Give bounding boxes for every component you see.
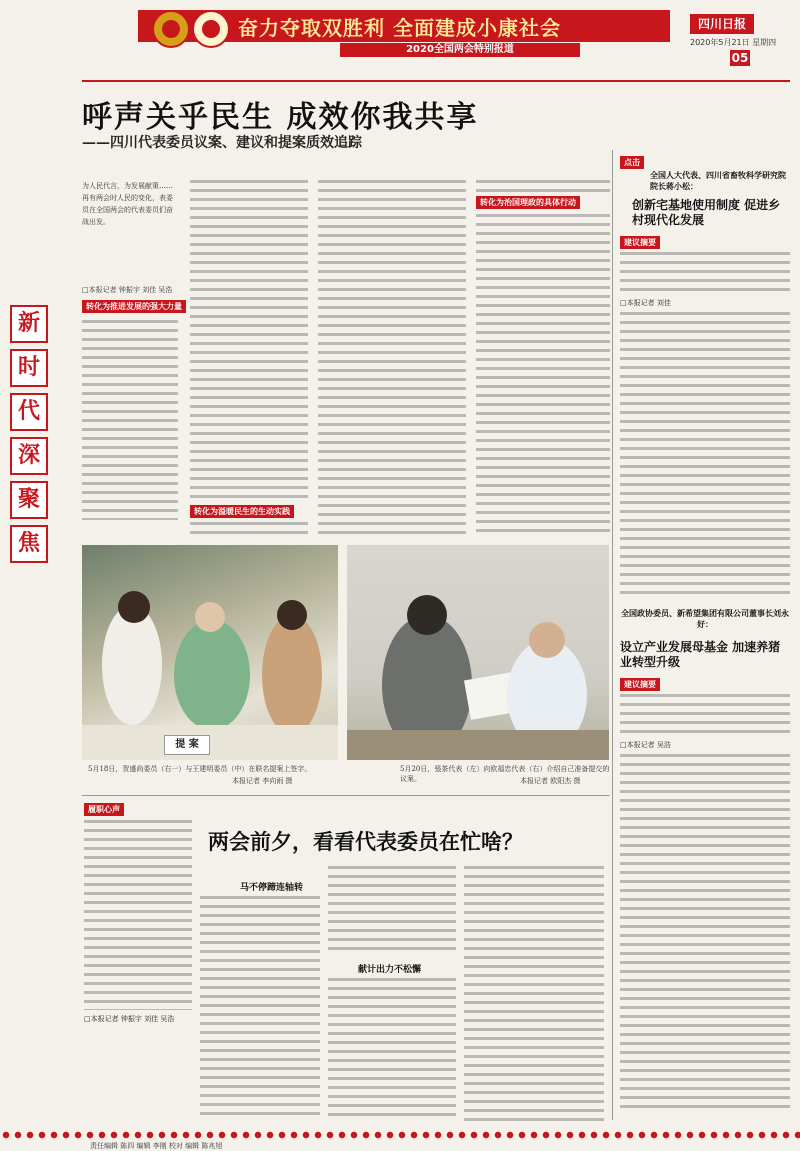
vertical-char: 代 — [10, 393, 48, 431]
page-number: 05 — [731, 51, 749, 65]
bottom-column-3 — [464, 866, 604, 1121]
body-column-3 — [318, 180, 466, 535]
bottom-subtitle-2: 献计出力不松懈 — [358, 965, 422, 975]
bottom-headline: 两会前夕，看看代表委员在忙啥？ — [208, 830, 523, 854]
main-byline: □本报记者 钟振宇 刘佳 吴浩 — [82, 286, 173, 294]
right-item1-role: 全国人大代表、四川省畜牧科学研究院院长蒋小松： — [650, 171, 786, 191]
page-headline: 呼声关乎民生 成效你我共享 — [82, 100, 479, 135]
right-item1-title: 创新宅基地使用制度 促进乡村现代化发展 — [632, 198, 781, 227]
photo-left — [82, 545, 338, 760]
right-item1-body — [620, 312, 790, 597]
right-item2-title: 设立产业发展母基金 加速养猪业转型升级 — [620, 640, 781, 669]
right-item1-tag: 建议摘要 — [620, 236, 660, 249]
top-rule — [82, 80, 790, 82]
body-column-4 — [476, 214, 610, 535]
right-item2-role: 全国政协委员、新希望集团有限公司董事长刘永好： — [621, 609, 789, 629]
issue-date: 2020年5月21日 星期四 — [690, 38, 777, 47]
vertical-char: 新 — [10, 305, 48, 343]
banner-slogan: 奋力夺取双胜利 全面建成小康社会 — [238, 16, 561, 40]
section-tag-1: 转化为推进发展的强大力量 — [82, 300, 186, 313]
body-column-2 — [190, 180, 308, 500]
right-tag-click: 点击 — [620, 156, 644, 169]
column-label-vertical — [10, 305, 46, 569]
section-tag-2: 转化为溢暖民生的生动实践 — [190, 505, 294, 518]
bottom-column-2a — [328, 866, 456, 956]
bottom-rule — [82, 795, 610, 796]
banner — [0, 0, 800, 58]
bottom-intro — [84, 820, 192, 1010]
body-column-2b — [190, 522, 308, 538]
newspaper-logo: 四川日报 — [690, 14, 754, 34]
photo-left-credit: 本报记者 李向雨 摄 — [232, 777, 293, 785]
bottom-tag: 履职心声 — [84, 803, 124, 816]
intro-text: 为人民代言，为发展献策……再有两会时人民的变化，表委员在全国两会的代表委员们奋战出发。 — [82, 182, 173, 226]
photo-right — [347, 545, 609, 760]
vertical-char: 时 — [10, 349, 48, 387]
photo-left-caption: 5月18日，贺盛尚委员（右一）与王建明委员（中）在联名提案上签字。 — [88, 765, 312, 773]
photo-right-scene — [347, 545, 609, 760]
column-divider — [612, 150, 613, 1120]
masthead — [690, 14, 790, 66]
right-item2-byline: □本报记者 吴浩 — [620, 741, 671, 749]
vertical-char: 聚 — [10, 481, 48, 519]
page-subhead: ——四川代表委员议案、建议和提案质效追踪 — [82, 135, 362, 151]
bottom-subtitle-1: 马不停蹄连轴转 — [240, 883, 304, 893]
right-item1-abstract — [620, 252, 790, 292]
footer-dots — [0, 1130, 800, 1140]
right-item2-tag: 建议摘要 — [620, 678, 660, 691]
photo-left-scene — [82, 545, 338, 760]
section-tag-3: 转化为治国理政的具体行动 — [476, 196, 580, 209]
footer-editors: 责任编辑 陈四 编辑 李刚 校对 编辑 陈兆旭 — [86, 1141, 226, 1151]
national-emblem-icon — [152, 10, 190, 48]
photo-right-credit: 本报记者 欧阳杰 摄 — [520, 777, 581, 785]
body-column-1a — [82, 320, 178, 520]
right-item1-byline: □本报记者 刘佳 — [620, 299, 671, 307]
bottom-byline: □本报记者 钟振宇 刘佳 吴浩 — [84, 1015, 175, 1023]
bottom-column-1 — [200, 896, 320, 1121]
vertical-char: 焦 — [10, 525, 48, 563]
right-item2-abstract — [620, 694, 790, 734]
cppcc-emblem-icon — [192, 10, 230, 48]
banner-subtitle: 2020全国两会特别报道 — [340, 43, 580, 57]
vertical-char: 深 — [10, 437, 48, 475]
right-item2-body — [620, 754, 790, 1114]
photo-right-caption: 5月20日，張茶代表（左）向欧福忠代表（右）介绍自己准备提交的议案。 — [400, 765, 610, 783]
bottom-column-2b — [328, 978, 456, 1121]
proposal-sign: 提 案 — [164, 735, 210, 755]
body-column-4a — [476, 180, 610, 192]
